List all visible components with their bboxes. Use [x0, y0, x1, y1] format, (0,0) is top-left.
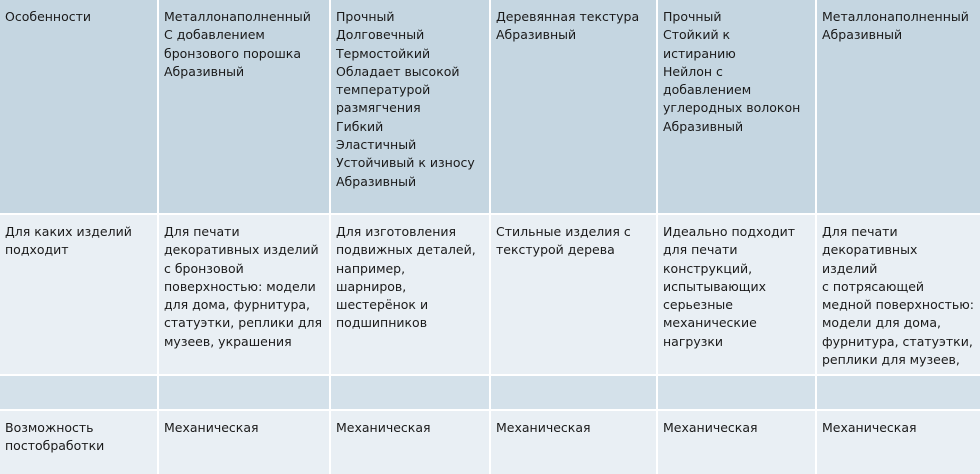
- table-cell: Особенности: [0, 0, 157, 213]
- table-cell: Металлонаполненный С добавлением бронзового порошка Абразивный: [159, 0, 329, 213]
- table-cell: Для печати декоративных изделий с бронзовой поверхностью: модели для дома, фурнитура, статуэтки, реплики для музеев, украшения: [159, 213, 329, 374]
- table-cell: Механическая: [491, 409, 656, 474]
- table-cell: Механическая: [331, 409, 489, 474]
- table-cell: [159, 374, 329, 409]
- table-cell: Стильные изделия с текстурой дерева: [491, 213, 656, 374]
- table-cell: [491, 374, 656, 409]
- table-cell: Для изготовления подвижных деталей, например, шарниров, шестерёнок и подшипников: [331, 213, 489, 374]
- table-cell: Механическая: [159, 409, 329, 474]
- table-cell: Прочный Долговечный Термостойкий Обладает высокой температурой размягчения Гибкий Эластичный Устойчивый к износу Абразивный: [331, 0, 489, 213]
- table-cell: [0, 374, 157, 409]
- table-cell: Идеально подходит для печати конструкций, испытывающих серьезные механические нагрузки: [658, 213, 815, 374]
- table-cell: Механическая: [817, 409, 980, 474]
- table-cell: Деревянная текстура Абразивный: [491, 0, 656, 213]
- table-cell: Прочный Стойкий к истиранию Нейлон с добавлением углеродных волокон Абразивный: [658, 0, 815, 213]
- table-cell: Механическая: [658, 409, 815, 474]
- table-cell: Для каких изделий подходит: [0, 213, 157, 374]
- table-cell: Металлонаполненный Абразивный: [817, 0, 980, 213]
- table-cell: Возможность постобработки: [0, 409, 157, 474]
- table-cell: [658, 374, 815, 409]
- table-cell: [331, 374, 489, 409]
- table-cell: [817, 374, 980, 409]
- table-cell: Для печати декоративных изделий с потрясающей медной поверхностью: модели для дома, фурнитура, статуэтки, реплики для музеев,: [817, 213, 980, 374]
